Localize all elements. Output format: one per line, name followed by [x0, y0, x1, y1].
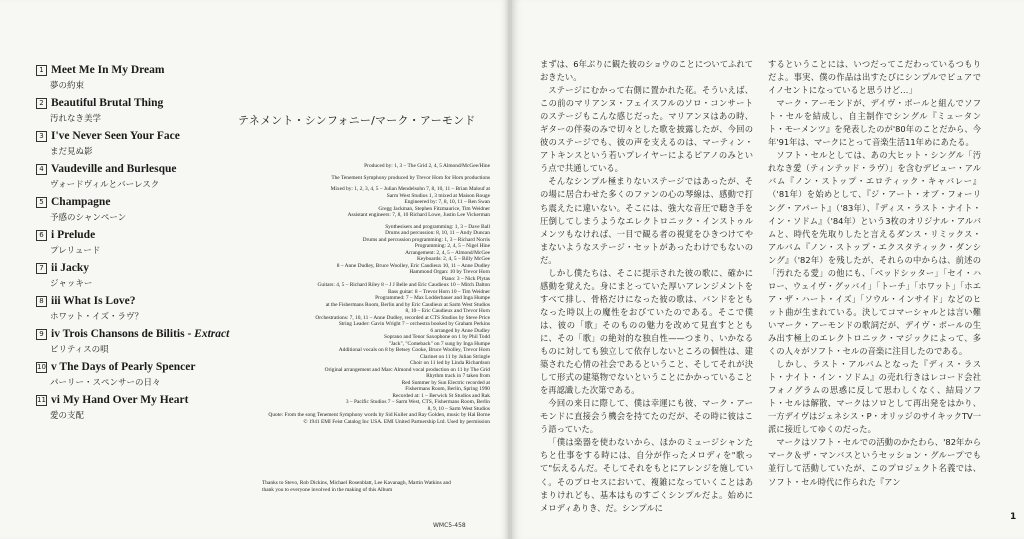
credit-line: Gregg Jackman, Stephen Fitzmaurice, Tim Weidner: [378, 205, 490, 212]
track-number: 8: [36, 296, 47, 307]
credit-line: Rhythm track in 7 taken from: [426, 373, 490, 379]
track-title-japanese: ホワット・イズ・ラヴ？: [50, 312, 143, 322]
credit-line: 8, 10 – Eric Caudieux and Trevor Horn: [405, 308, 490, 314]
track-number: 2: [36, 98, 47, 109]
credit-line: Synthesisers and programming: 1, 3 – Dave Ball: [385, 223, 490, 230]
track-item: [36, 289, 236, 322]
track-title: i Prelude: [51, 229, 96, 241]
essay-paragraph: しかし、ラスト・アルバムとなった『ディス・ラスト・ナイト・イン・ソドム』の売れ行きはレコード会社フォノグラムの思惑に反して思わしくなく、結局ソフト・セルは解散、マークはソロとして再出発をはかり、一方デイヴはジェネシス・P・オリッジのサイキックTV一派に接近してゆくのだった。: [768, 359, 981, 435]
credit-line: The Tenement Symphony produced by Trevor Horn for Horn productions: [331, 174, 490, 181]
track-number: 7: [36, 263, 47, 274]
credit-line: Quote: From the song Tenement Symphony words by Sid Kuller and Ray Golden, music by Hal Borne: [268, 412, 490, 418]
essay-paragraph: ソフト・セルとしては、あの大ヒット・シングル「汚れなき愛（ティンテッド・ラヴ）」を含むデビュー・アルバム『ノン・ストップ・エロティック・キャバレー』（'81年）を始めとして、『ジ・アート・オブ・フォーリング・アパート』（'83年）、『ディス・ラスト・ナイト・イン・ソドム』（'84年）という3枚のオリジナル・アルバムと、時代を先取りしたと言えるダンス・リミックス・アルバム『ノン・ストップ・エクスタティック・ダンシング』（'82年）を残したが、それらの中からは、前述の「汚れたる愛」の他にも、「ベッドシッター」「セイ・ハロー、ウェイヴ・グッバイ」「トーチ」「ホワット」「ホエア・ザ・ハート・イズ」「ソウル・インサイド」などのヒット曲が生まれている。決してコマーシャルとは言い難いマーク・アーモンドの歌詞だが、デイヴ・ボールの生み出す極上のエレクトロニック・マジックによって、多くの人々がソフト・セルの音楽に注目したのである。: [768, 150, 981, 357]
credit-line: 8 – Anne Dudley, Bruce Woolley, Eric Caudieux 10, 11 – Anne Dudley: [336, 262, 490, 269]
credit-line: Additional vocals on 8 by Betsey Cooke, Bruce Woolley, Trevor Horn: [338, 347, 490, 353]
credit-line: Drums and percussion: 8, 10, 11 – Andy Duncan: [385, 230, 490, 236]
track-title: ii Jacky: [51, 262, 90, 274]
credit-line: Fishermans Room, Berlin, Spring 1990: [405, 386, 490, 392]
credit-line: Sarm West Studios 1, 3 mixed at Maison Rouge: [386, 192, 490, 199]
track-item: [36, 388, 236, 421]
track-number: 11: [37, 396, 46, 404]
track-item: [36, 256, 236, 289]
track-number: 3: [36, 131, 47, 142]
track-title: iii What Is Love?: [51, 295, 136, 307]
credit-line: 3 – Pacific Studios 7 – Sarm West, CTS, Fishermans Room, Berlin: [345, 399, 490, 405]
essay-paragraph: ステージにむかって右側に置かれた花。そういえば、この前のマリアンヌ・フェイスフルのソロ・コンサートのステージもこんな感じだった。マリアンヌはあの時、ギターの伴奏のみで切々とした歌を披露したが、今回の彼のステージでも、彼の声を支えるのは、マーティン・アトキンスという若いプレイヤーによるピアノのみという点で共通している。: [540, 85, 753, 174]
essay-column-2: [768, 58, 981, 489]
credit-line: Soprano and Tenor Saxophone on 1 by Phil Todd: [384, 334, 490, 340]
credit-line: Bass guitar: 8 – Trevor Horn 10 – Tim Weidner: [387, 288, 490, 295]
track-title: iv Trois Chansons de Bilitis -: [51, 328, 195, 340]
track-title-japanese: 予感のシャンペーン: [50, 213, 127, 223]
track-title: Champagne: [51, 196, 111, 208]
essay-paragraph: するということには、いつだってこだわっているつもりだよ。事実、僕の作品は出すたびにシンプルでピュアでイノセントになっていると思うけど…」: [768, 59, 981, 96]
right-page: [512, 0, 1024, 539]
credit-line: Programmed: 7 – Max Lodderbauer and Inga Humpe: [375, 295, 490, 301]
track-number: 4: [36, 164, 47, 175]
left-page: [0, 0, 508, 539]
credit-line: Mixed by: 1, 2, 3, 4, 5 – Julian Mendelsohn 7, 8, 10, 11 – Brian Malouf at: [330, 186, 490, 192]
essay-paragraph: そんなシンプル極まりないステージではあったが、その場に居合わせた多くのファンの心の琴線は、感動で打ち震えたに違いない。そこには、強大な音圧で聴き手を圧倒してしまうようなエレクトロニック・インストゥルメンツもなければ、一目で観る者の視覚をひきつけてやまないようなステージ・セットがあったわけでもないのだ。: [540, 176, 753, 265]
track-title: vi My Hand Over My Heart: [51, 394, 189, 406]
essay-paragraph: しかし僕たちは、そこに提示された彼の歌に、確かに感動を覚えた。身にまとっていた厚いアレンジメントをすべて排し、骨格だけになった彼の歌は、バンドをともなった時以上の魔性をおびていたのである。そこで僕は、彼の「歌」そのものの魅力を改めて見直すとともに、その「歌」の絶対的な独自性——つまり、いかなるものに対しても独立して依存しないところの個性は、建築された心情の社会であるということ、そしてそれが決して形式の建築物でないということにかかっていることを再認識した次第である。: [540, 267, 753, 396]
credit-line: Hammond Organ: 10 by Trevor Horn: [409, 269, 490, 275]
thanks-line: Thanks to Stevo, Rob Dickins, Michael Rosenblatt, Lee Kavanagh, Martin Watkins and: [262, 480, 451, 486]
track-item: [36, 91, 236, 124]
track-number: 10: [37, 363, 46, 371]
track-item: [36, 355, 236, 388]
thanks-line: thank you to everyone involved in the making of this Album: [262, 487, 393, 493]
track-item: [36, 322, 236, 355]
credit-line: Choir on 11 led by Linda Richardson: [409, 360, 490, 366]
credit-line: Arrangement: 2, 4, 5 – Almond/McGee: [405, 249, 490, 256]
track-title-japanese: ヴォードヴィルとバーレスク: [50, 180, 160, 190]
credit-line: Keyboards: 2, 4, 5 – Billy McGee: [416, 256, 490, 262]
credit-line: Clarinet on 11 by Julian Stringle: [419, 353, 490, 360]
track-title-japanese: ジャッキー: [50, 279, 93, 289]
credit-line: 8, 9, 10 – Sarm West Studios: [427, 405, 490, 412]
track-item: [36, 124, 236, 157]
tracklist: [36, 58, 236, 421]
track-number: 5: [36, 197, 47, 208]
album-title: テネメント・シンフォニー/マーク・アーモンド: [238, 114, 476, 127]
essay-paragraph: マーク・アーモンドが、デイヴ・ボールと組んでソフト・セルを結成し、自主制作でシングル『ミュータント・モーメンツ』を発表したのが'80年のことだから、今年'91年は、マークにとって音楽生活11年めにあたる。: [768, 98, 981, 148]
track-title-japanese: プレリュード: [50, 246, 101, 256]
track-title: v The Days of Pearly Spencer: [51, 361, 196, 373]
credit-line: © 1941 EMI Feist Catalog Inc USA. EMI United Partnership Ltd. Used by permission: [303, 418, 490, 425]
credit-line: Programming: 2, 4, 5 – Nigel Hine: [414, 243, 490, 249]
track-title-japanese: 夢の約束: [50, 81, 85, 91]
track-item: [36, 58, 236, 91]
credit-line: Recorded at: 1 – Berwick St Studios and Rak: [392, 392, 490, 399]
essay-paragraph: 「僕は楽器を使わないから、ほかのミュージシャンたちと仕事をする時には、自分が作ったメロディを"歌って"伝えるんだ。そしてそれをもとにアレンジを施していく。そのプロセスにおいて、複雑になっていくことはあまりけれども、基本はものすごくシンプルだよ。始めにメロディありき、だ。シンプルに: [540, 437, 753, 513]
track-title-japanese: ビリティスの唄: [50, 345, 109, 355]
essay-column-1: [540, 58, 753, 515]
track-title-japanese: 愛の支配: [50, 411, 85, 421]
track-title: Beautiful Brutal Thing: [51, 97, 164, 109]
credit-line: 6 arranged by Anne Dudley: [430, 327, 490, 334]
track-title-japanese: まだ見ぬ影: [50, 147, 93, 157]
credit-line: Produced by: 1, 3 – The Grid 2, 4, 5 Almond/McGee/Hine: [364, 163, 490, 169]
credit-line: Assistant engineers: 7, 8, 10 Richard Lowe, Justin Lee Vickerman: [347, 212, 490, 218]
thanks-block: [262, 480, 472, 494]
credit-line: Piano: 3 – Nick Plytas: [441, 275, 490, 282]
essay-paragraph: 今回の来日に際して、僕は幸運にも彼、マーク・アーモンドに直接会う機会を持てたのだが、その時に彼はこう語っていた。: [540, 398, 753, 435]
track-number: 9: [36, 329, 47, 340]
track-item: [36, 223, 236, 256]
credit-line: Guitars: 4, 5 – Richard Riley 8 – J J Belle and Eric Caudieux 10 – Mitch Dalton: [317, 282, 490, 288]
credits-block: [232, 163, 490, 425]
credit-line: String Leader: Gavin Wright 7 – orchestra booked by Graham Perkins: [338, 321, 490, 327]
credit-line: Original arrangement and Marc Almond vocal production on 11 by The Grid: [324, 366, 490, 373]
credit-line: at the Fishermans Room, Berlin and by Eric Caudieux at Sarm West Studios: [325, 301, 490, 308]
track-title-japanese: パーリー・スペンサーの日々: [50, 378, 161, 388]
track-title-japanese: 汚れなき美学: [50, 114, 102, 124]
track-title: Meet Me In My Dream: [51, 64, 165, 76]
track-number: 1: [36, 65, 47, 76]
catalog-number: WMC5-458: [433, 522, 466, 529]
essay-paragraph: まずは、6年ぶりに観た彼のショウのことについてふれておきたい。: [540, 59, 753, 83]
page-number: 1: [1010, 512, 1017, 522]
track-title: I've Never Seen Your Face: [51, 130, 180, 142]
track-title: Vaudeville and Burlesque: [51, 163, 177, 175]
track-item: [36, 190, 236, 223]
essay-paragraph: マークはソフト・セルでの活動のかたわら、'82年からマーク＆ザ・マンバスというセッション・グループでも並行して活動していたが、このプロジェクト名義では、ソフト・セル時代に作られた『アン: [768, 437, 981, 487]
credit-line: Drums and percussion programming: 1, 3 – Richard Norris: [362, 236, 490, 243]
track-item: [36, 157, 236, 190]
credit-line: Orchestrations: 7, 10, 11 – Anne Dudley, recorded at CTS Studios by Steve Price: [315, 314, 490, 321]
credit-line: "Jack", "Comeback" on 7 sung by Inga Humpe: [388, 340, 490, 347]
track-title-extract: Extract: [194, 328, 230, 340]
track-number: 6: [36, 230, 47, 241]
credit-line: Engineered by: 7, 8, 10, 11 – Ren Swan: [404, 199, 490, 205]
credit-line: Red Summer by Sun Electric recorded at: [401, 379, 490, 386]
